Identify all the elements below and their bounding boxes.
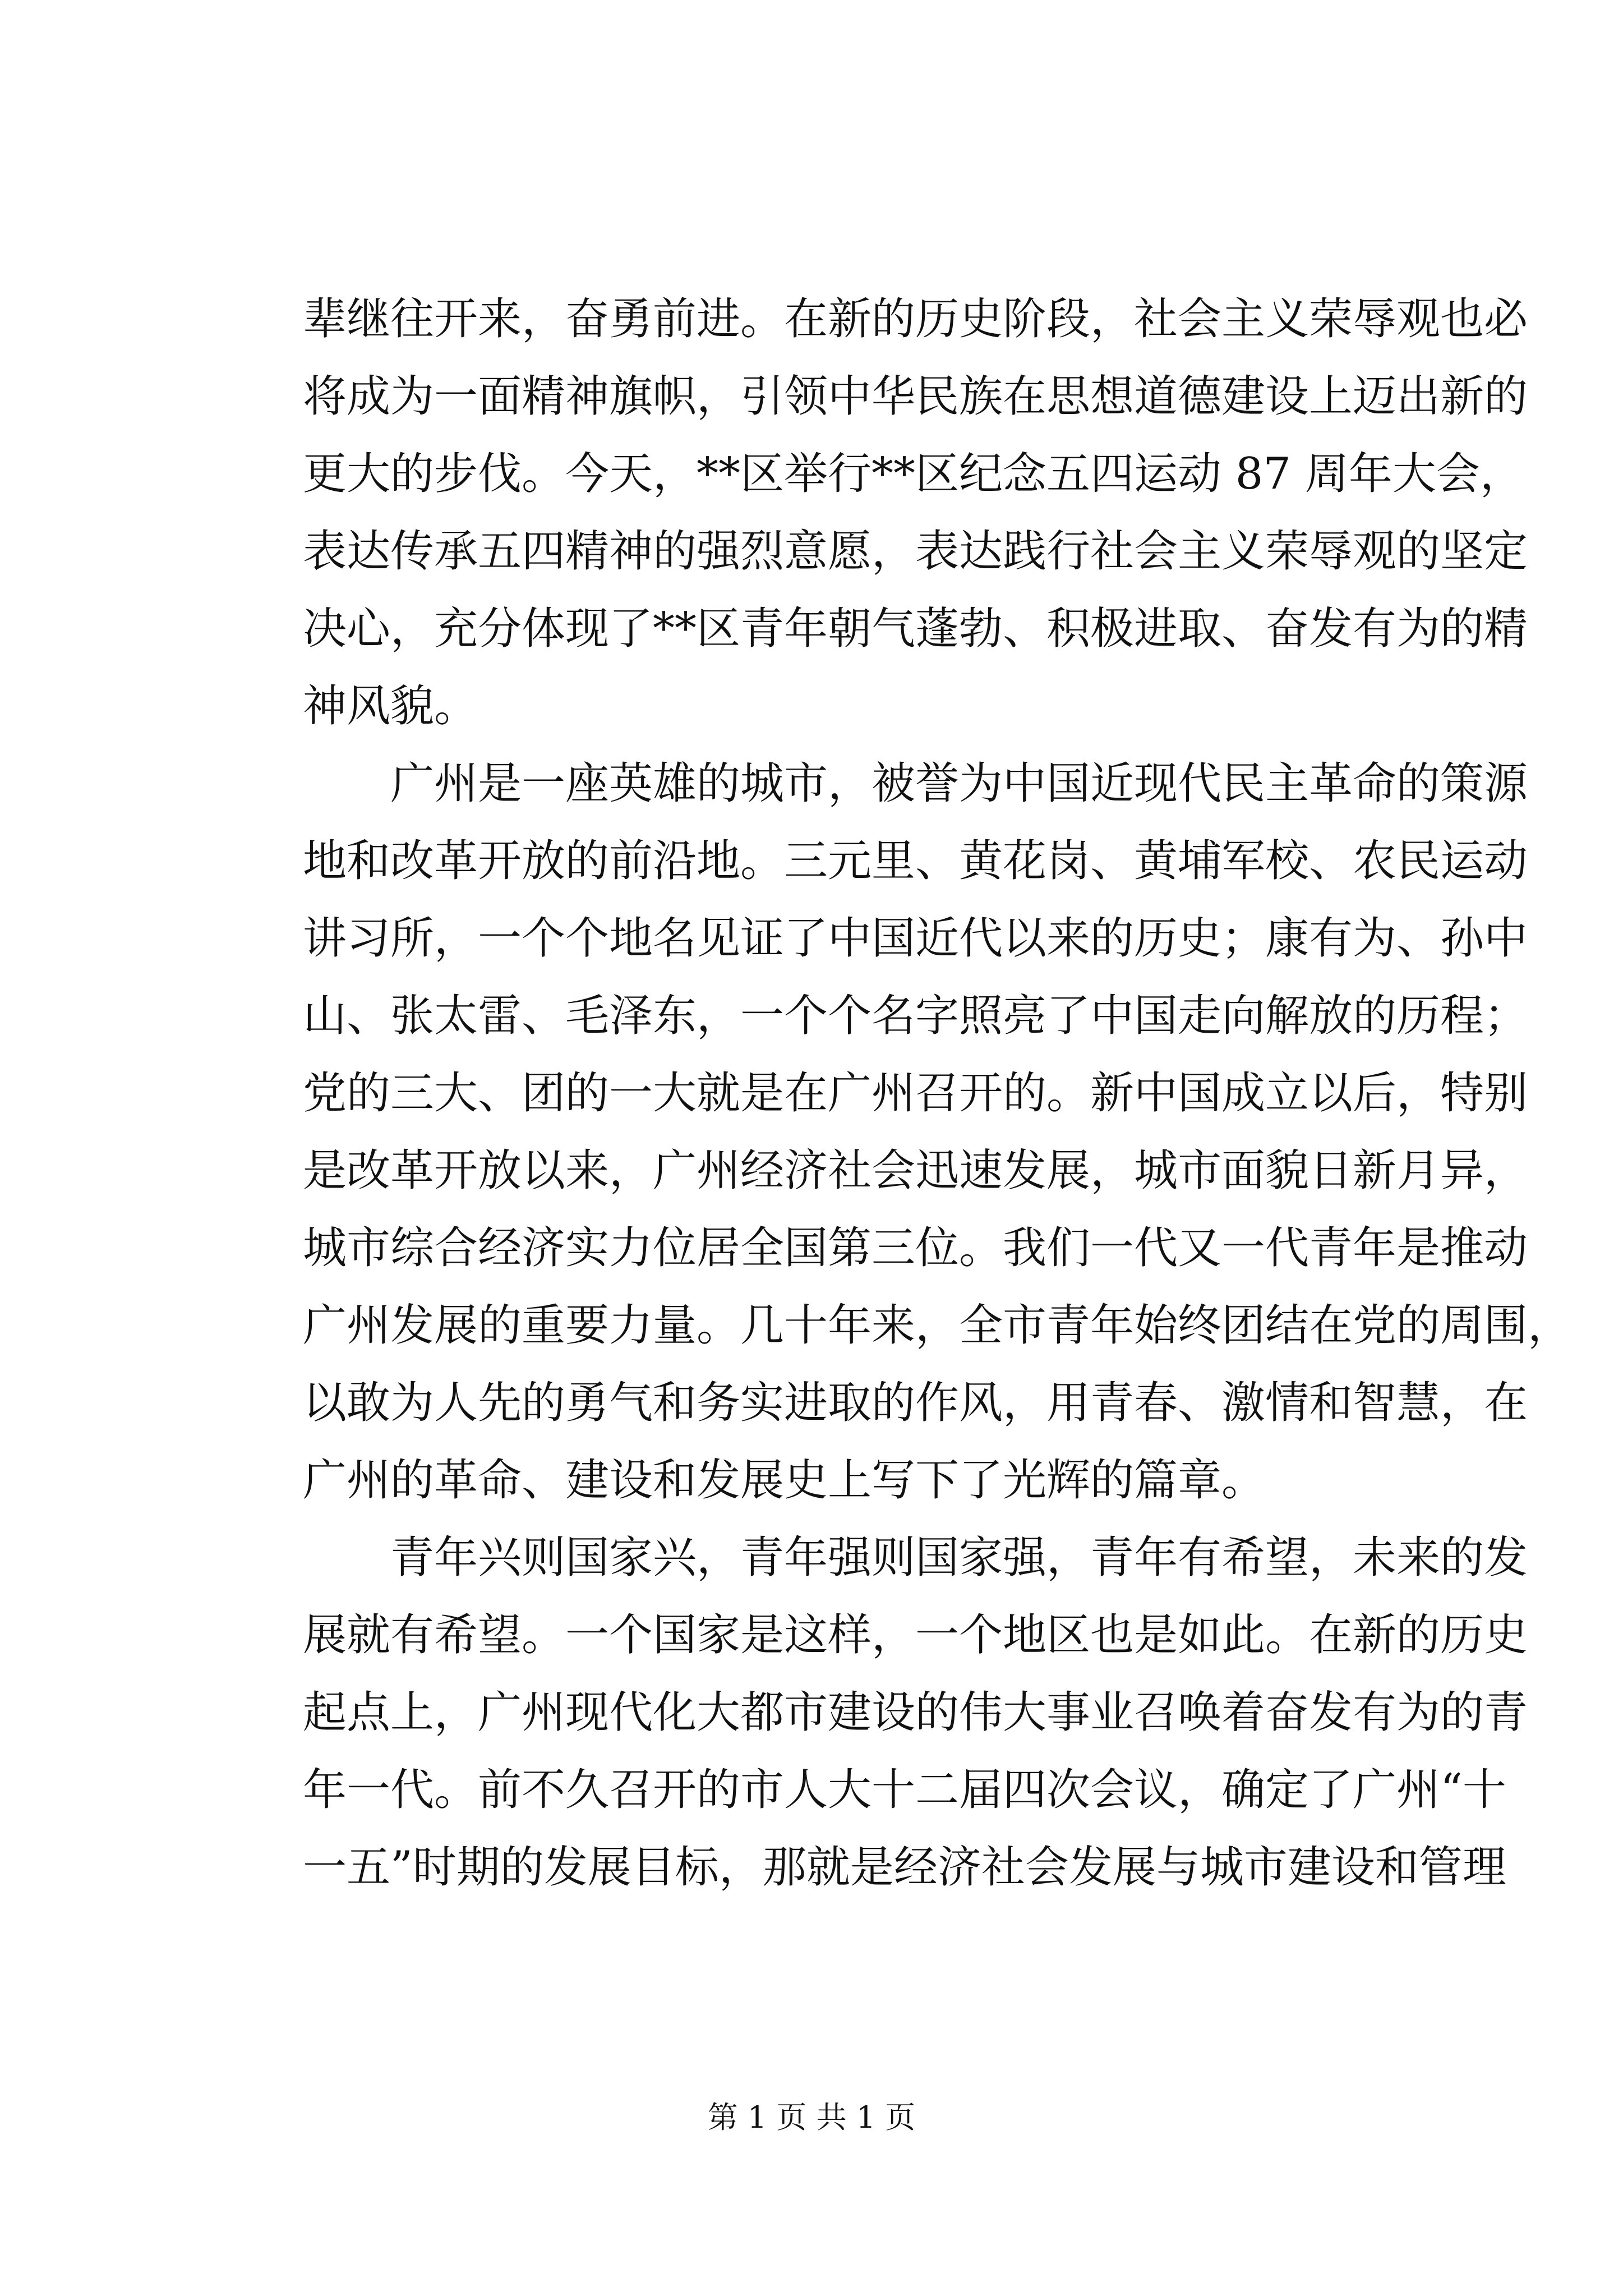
text-line: 神风貌。 [303,681,478,731]
paragraph-2 [303,745,1572,1519]
text-line: 表达传承五四精神的强烈意愿，表达践行社会主义荣辱观的坚定 [303,526,1528,577]
text-line: 将成为一面精神旗帜，引领中华民族在思想道德建设上迈出新的 [303,371,1528,422]
text-line: 决心，充分体现了**区青年朝气蓬勃、积极进取、奋发有为的精 [303,604,1528,654]
text-line: 广州发展的重要力量。几十年来，全市青年始终团结在党的周围， [303,1300,1572,1351]
text-line: 讲习所，一个个地名见证了中国近代以来的历史；康有为、孙中 [303,913,1528,964]
paragraph-1 [303,280,1528,745]
text-line: 更大的步伐。今天，**区举行**区纪念五四运动 87 周年大会， [303,449,1524,499]
page-number-footer: 第 1 页 共 1 页 [707,2100,916,2135]
document-body [303,280,1572,1906]
text-line: 广州的革命、建设和发展史上写下了光辉的篇章。 [303,1455,1266,1506]
text-line: 城市综合经济实力位居全国第三位。我们一代又一代青年是推动 [303,1223,1528,1273]
text-line: 青年兴则国家兴，青年强则国家强，青年有希望，未来的发 [390,1533,1528,1583]
text-line: 山、张太雷、毛泽东，一个个名字照亮了中国走向解放的历程； [303,991,1528,1041]
text-line: 党的三大、团的一大就是在广州召开的。新中国成立以后，特别 [303,1068,1528,1119]
text-line: 是改革开放以来，广州经济社会迅速发展，城市面貌日新月异， [303,1145,1528,1196]
text-line: 以敢为人先的勇气和务实进取的作风，用青春、激情和智慧，在 [303,1378,1528,1428]
text-line: 一五”时期的发展目标，那就是经济社会发展与城市建设和管理 [303,1842,1506,1893]
text-line: 辈继往开来，奋勇前进。在新的历史阶段，社会主义荣辱观也必 [303,294,1528,344]
text-line: 展就有希望。一个国家是这样，一个地区也是如此。在新的历史 [303,1610,1528,1660]
text-line: 广州是一座英雄的城市，被誉为中国近现代民主革命的策源 [390,758,1528,809]
text-line: 地和改革开放的前沿地。三元里、黄花岗、黄埔军校、农民运动 [303,836,1528,886]
text-line: 年一代。前不久召开的市人大十二届四次会议，确定了广州“十 [303,1765,1506,1815]
text-line: 起点上，广州现代化大都市建设的伟大事业召唤着奋发有为的青 [303,1687,1528,1738]
paragraph-3 [303,1519,1528,1906]
